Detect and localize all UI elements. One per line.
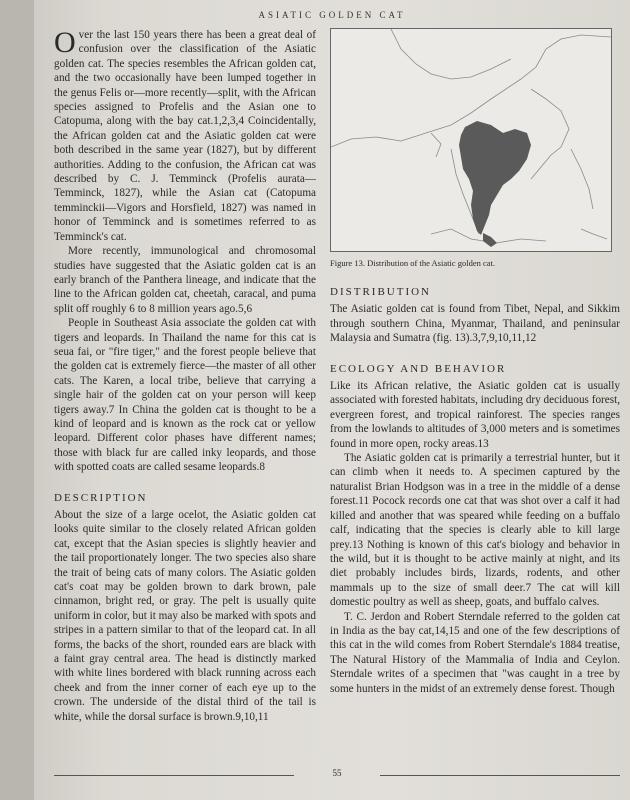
running-header: ASIATIC GOLDEN CAT: [258, 10, 406, 20]
sterndale-paragraph: T. C. Jerdon and Robert Sterndale referred to the golden cat in India as the bay cat,14,15 and one of the few descriptions of this cat in the wild comes from Robert Sterndale's 1884 treatise, The Natural History of the Mammalia of India and Ceylon. Sterndale writes of a specimen that "was caught in a tree by some hunters in the midst of an extremely dense forest. Though: [330, 610, 620, 695]
drop-cap: O: [54, 28, 76, 59]
page-footer: [54, 768, 620, 782]
book-page: [34, 0, 630, 800]
description-heading: DESCRIPTION: [54, 491, 148, 504]
distribution-map: [330, 28, 612, 252]
intro-text: ver the last 150 years there has been a great deal of confusion over the classification of the Asiatic golden cat. The species resembles the African golden cat, and the two occasionally have been lumped together in the genus Felis or—more recently—split, with the African species assigned to Profelis and the Asian one to Catopuma, along with the bay cat.1,2,3,4 Coincidentally, the African golden cat and the Asiatic golden cat were both described in the same year (1827), but by different authorities. Adding to the confusion, the African cat was described by C. J. Temminck (Profelis aurata—Temminck, 1827), while the Asian cat (Catopuma temminckii—Vigors and Horsfield, 1827) was named in honor of Temminck and is sometimes referred to as Temminck's cat.: [54, 29, 316, 243]
description-paragraph: About the size of a large ocelot, the Asiatic golden cat looks quite similar to the closely related African golden cat, except that the Asian species is slightly heavier and the tail proportionately longer. The two species also share the trait of being cats of many colors. The Asiatic golden cat's coat may be golden brown to dark brown, pale cinnamon, bright red, or gray. The pelt is usually quite uniform in color, but it may also be marked with spots and stripes in a pattern similar to that of the leopard cat. In all forms, the backs of the short, rounded ears are black with a faint gray central area. The head is distinctly marked with white lines bordered with black running across each cheek and from the inner corner of each eye up to the crown. The underside of the distal third of the tail is white, while the dorsal surface is brown.9,10,11: [54, 509, 316, 723]
distribution-heading: DISTRIBUTION: [330, 286, 431, 298]
habitat-paragraph: Like its African relative, the Asiatic golden cat is usually associated with forested habitats, including dry deciduous forest, evergreen forest, and tropical rainforest. The species ranges from the lowlands to altitudes of 3,000 meters and is sometimes found in more open, rocky areas.13: [330, 380, 620, 450]
figure-caption: Figure 13. Distribution of the Asiatic golden cat.: [330, 258, 496, 268]
page-number: 55: [332, 768, 342, 778]
footer-rule-left: [54, 775, 294, 776]
lineage-paragraph: More recently, immunological and chromosomal studies have suggested that the Asiatic golden cat is an early branch of the Panthera lineage, and indicate that the line to the African golden cat, cheetah, caracal, and puma split off roughly 6 to 8 million years ago.5,6: [54, 245, 316, 315]
right-column: [330, 28, 620, 748]
footer-rule-right: [380, 775, 620, 776]
left-column: [54, 28, 316, 748]
range-area: [459, 121, 531, 235]
map-graphic: [331, 29, 611, 251]
hunting-paragraph: The Asiatic golden cat is primarily a terrestrial hunter, but it can climb when it needs to. A specimen captured by the naturalist Brian Hodgson was in a tree in the middle of a dense forest.11 Pocock records one cat that was shot over a calf it had killed and another that was speared while feeding on a buffalo calf, indicating that the species is clearly able to kill large prey.13 Nothing is known of this cat's biology and behavior in the wild, but it is thought to be active mainly at night, and its diet probably includes birds, lizards, rodents, and other mammals up to the size of small deer.7 The cat will kill domestic poultry as well as sheep, goats, and buffalo calves.: [330, 452, 620, 609]
intro-paragraph: [54, 28, 316, 244]
range-area-sumatra: [483, 233, 497, 247]
distribution-paragraph: The Asiatic golden cat is found from Tibet, Nepal, and Sikkim through southern China, Myanmar, Thailand, and peninsular Malaysia and Sumatra (fig. 13).3,7,9,10,11,12: [330, 303, 620, 345]
folklore-paragraph: People in Southeast Asia associate the golden cat with tigers and leopards. In Thailand the name for this cat is seua fai, or "fire tiger," and the forest people believe that the golden cat is extremely fierce—the master of all other cats. The Karen, a local tribe, believe that carrying a single hair of the golden cat on your person will keep tigers away.7 In China the golden cat is thought to be a kind of leopard and is known as the rock cat or yellow leopard. Different color phases have different names; those with black fur are called inky leopards, and those with spotted coats are called sesame leopards.8: [54, 317, 316, 474]
ecology-heading: ECOLOGY AND BEHAVIOR: [330, 362, 507, 375]
